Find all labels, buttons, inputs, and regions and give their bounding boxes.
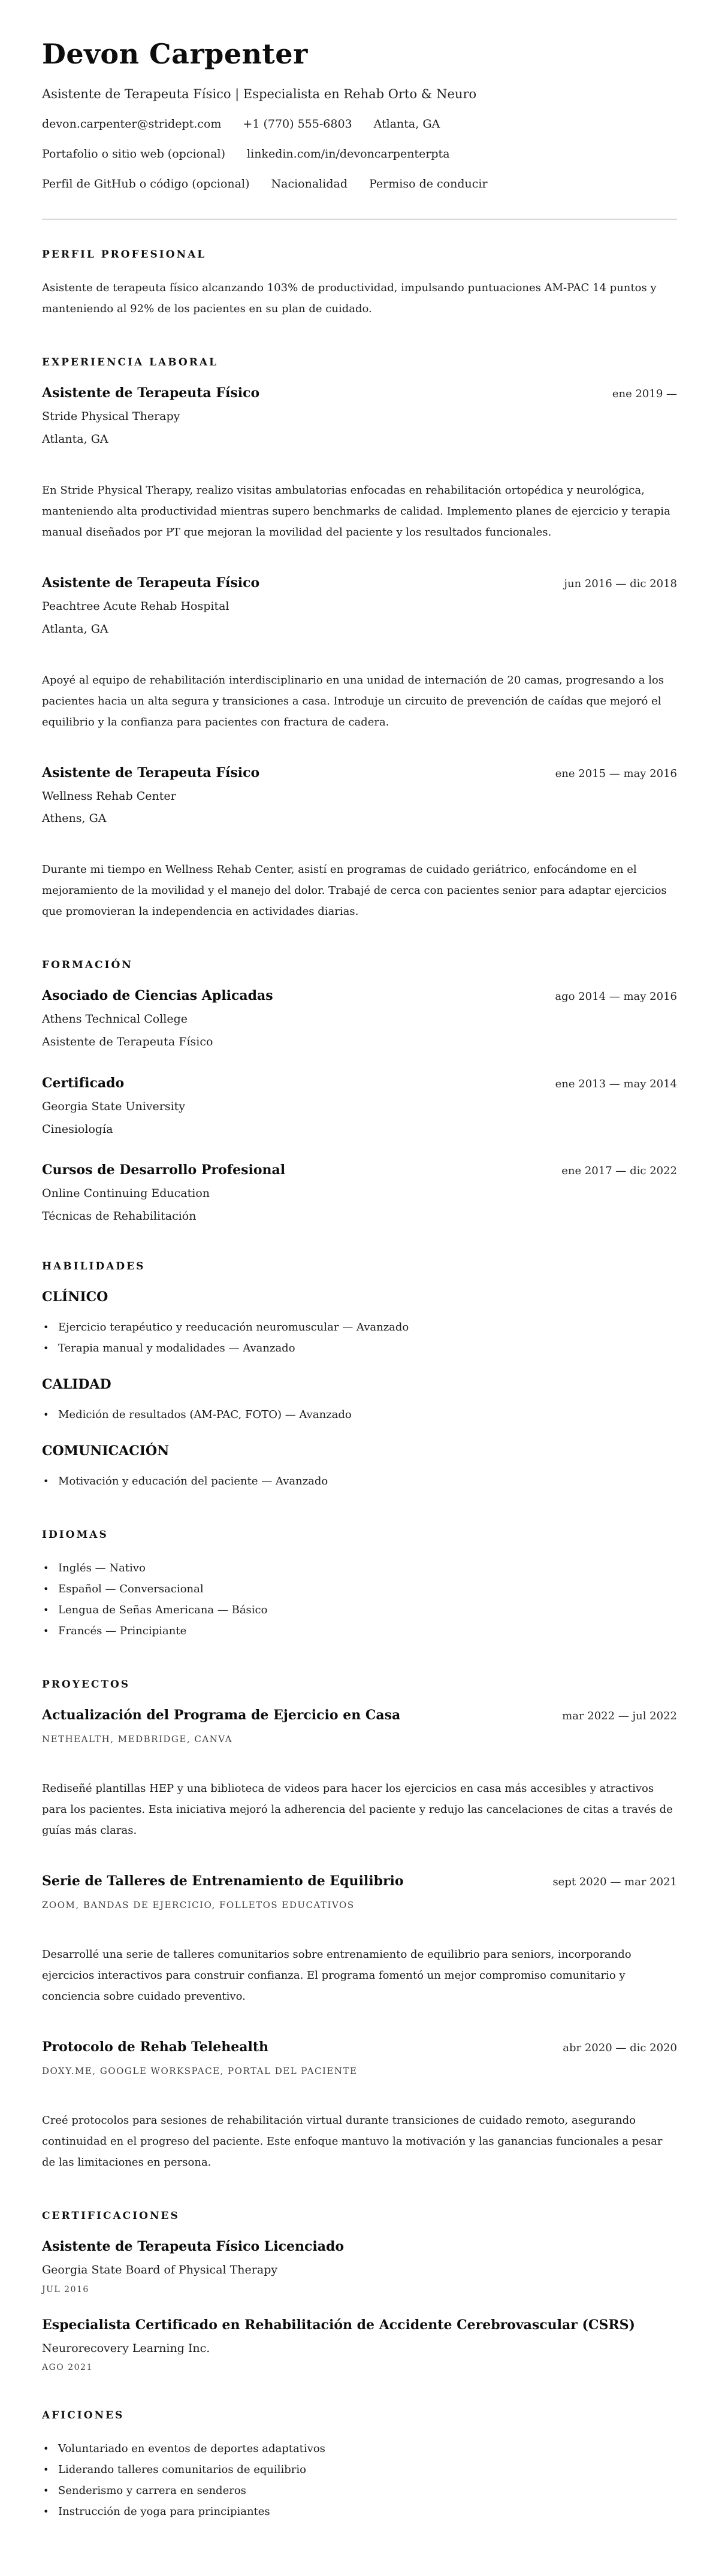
education-entry — [42, 1162, 677, 1223]
nationality-placeholder: Nacionalidad — [271, 177, 348, 191]
job-entry — [42, 385, 677, 543]
job-dates: jun 2016 — dic 2018 — [564, 577, 677, 590]
section-heading-certifications: CERTIFICACIONES — [42, 2209, 180, 2222]
education-entry-head — [42, 1075, 677, 1091]
project-entry-head — [42, 1707, 677, 1723]
certification-issuer: Neurorecovery Learning Inc. — [42, 2341, 210, 2355]
section-heading-experience: EXPERIENCIA LABORAL — [42, 356, 218, 369]
job-entry-head — [42, 765, 677, 781]
project-title: Protocolo de Rehab Telehealth — [42, 2039, 268, 2055]
project-tools: ZOOM, BANDAS DE EJERCICIO, FOLLETOS EDUCATIVOS — [42, 1899, 355, 1910]
section-heading-projects: PROYECTOS — [42, 1678, 131, 1691]
language-item: • Lengua de Señas Americana — Básico — [42, 1600, 677, 1620]
resume-header — [42, 38, 677, 220]
email-text: devon.carpenter@stridept.com — [42, 117, 222, 131]
project-description: Rediseñé plantillas HEP y una biblioteca de videos para hacer los ejercicios en casa más accesibles y atractivos para los pacientes. Esta iniciativa mejoró la adherencia del paciente y redujo las cancelaciones de citas a través de guías más claras. — [42, 1782, 673, 1837]
driving-license-placeholder: Permiso de conducir — [368, 177, 488, 191]
job-location: Atlanta, GA — [42, 622, 108, 636]
language-item: • Español — Conversacional — [42, 1579, 677, 1600]
education-dates: ago 2014 — may 2016 — [555, 990, 677, 1003]
section-skills — [42, 1260, 677, 1492]
education-entry-head — [42, 988, 677, 1003]
section-experience — [42, 356, 677, 922]
person-headline: Asistente de Terapeuta Físico | Especialista en Rehab Orto & Neuro — [42, 86, 477, 101]
phone-text: +1 (770) 555-6803 — [243, 117, 352, 131]
header-divider — [42, 219, 677, 220]
job-location: Athens, GA — [42, 812, 107, 826]
education-school: Online Continuing Education — [42, 1187, 210, 1201]
job-entry-head — [42, 575, 677, 591]
project-dates: sept 2020 — mar 2021 — [552, 1875, 677, 1888]
job-company: Peachtree Acute Rehab Hospital — [42, 599, 229, 613]
section-hobbies — [42, 2409, 677, 2522]
linkedin-text: linkedin.com/in/devoncarpenterpta — [247, 147, 450, 161]
skill-item: • Terapia manual y modalidades — Avanzado — [42, 1338, 677, 1359]
project-description: Desarrollé una serie de talleres comunitarios sobre entrenamiento de equilibrio para seniors, incorporando ejercicios interactivos para construir confianza. El programa fomentó un mejor compromiso comunitario y conciencia sobre cuidado preventivo. — [42, 1948, 632, 2003]
project-entry-head — [42, 2039, 677, 2055]
job-description: En Stride Physical Therapy, realizo visitas ambulatorias enfocadas en rehabilitación ortopédica y neurológica, manteniendo alta productividad mientras supero benchmarks de calidad. Implemento planes de ejercicio y terapia manual diseñados por PT que mejoran la movilidad del paciente y los resultados funcionales. — [42, 483, 670, 539]
certification-entry — [42, 2317, 677, 2373]
section-projects — [42, 1679, 677, 2173]
hobby-item: • Senderismo y carrera en senderos — [42, 2480, 677, 2501]
project-description: Creé protocolos para sesiones de rehabilitación virtual durante transiciones de cuidado remoto, asegurando continuidad en el progreso del paciente. Este enfoque mantuvo la motivación y las ganancias funcionales a pesar de las limitaciones en persona. — [42, 2114, 663, 2169]
language-item: • Francés — Principiante — [42, 1620, 677, 1641]
section-heading-hobbies: AFICIONES — [42, 2409, 125, 2422]
job-description: Durante mi tiempo en Wellness Rehab Center, asistí en programas de cuidado geriátrico, enfocándome en el mejoramiento de la movilidad y el manejo del dolor. Trabajé de cerca con pacientes senior para adaptar ejercicios que promovieran la independencia en actividades diarias. — [42, 863, 667, 918]
section-heading-skills: HABILIDADES — [42, 1260, 146, 1272]
job-entry — [42, 765, 677, 923]
job-company: Stride Physical Therapy — [42, 410, 180, 424]
contact-row-3 — [42, 177, 677, 192]
skill-group-name: CLÍNICO — [42, 1289, 108, 1305]
certification-issuer: Georgia State Board of Physical Therapy — [42, 2263, 278, 2276]
certification-date: JUL 2016 — [42, 2284, 89, 2294]
language-list — [42, 1558, 677, 1641]
job-dates: ene 2019 — — [612, 388, 677, 401]
hobby-item: • Liderando talleres comunitarios de equilibrio — [42, 2459, 677, 2480]
job-location: Atlanta, GA — [42, 433, 108, 446]
project-entry — [42, 1707, 677, 1841]
skill-group-name: CALIDAD — [42, 1376, 111, 1392]
job-title: Asistente de Terapeuta Físico — [42, 764, 260, 781]
section-heading-education: FORMACIÓN — [42, 959, 133, 972]
contact-row-2 — [42, 147, 677, 162]
education-field: Cinesiología — [42, 1122, 113, 1136]
job-entry — [42, 575, 677, 733]
education-field: Técnicas de Rehabilitación — [42, 1210, 197, 1223]
project-entry — [42, 2039, 677, 2173]
section-certifications — [42, 2210, 677, 2373]
education-dates: ene 2013 — may 2014 — [555, 1077, 677, 1090]
education-degree: Certificado — [42, 1075, 125, 1091]
person-name: Devon Carpenter — [42, 38, 308, 70]
portfolio-placeholder: Portafolio o sitio web (opcional) — [42, 147, 226, 161]
education-field: Asistente de Terapeuta Físico — [42, 1035, 213, 1048]
job-company: Wellness Rehab Center — [42, 789, 176, 803]
project-tools: DOXY.ME, GOOGLE WORKSPACE, PORTAL DEL PACIENTE — [42, 2065, 358, 2076]
project-tools: NETHEALTH, MEDBRIDGE, CANVA — [42, 1733, 232, 1744]
certification-title: Especialista Certificado en Rehabilitación de Accidente Cerebrovascular (CSRS) — [42, 2317, 635, 2333]
project-entry-head — [42, 1873, 677, 1889]
skill-list — [42, 1317, 677, 1359]
education-degree: Asociado de Ciencias Aplicadas — [42, 988, 273, 1004]
hobby-item: • Voluntariado en eventos de deportes adaptativos — [42, 2438, 677, 2459]
education-degree: Cursos de Desarrollo Profesional — [42, 1162, 286, 1178]
language-item: • Inglés — Nativo — [42, 1558, 677, 1579]
education-school: Athens Technical College — [42, 1012, 188, 1026]
skill-list — [42, 1471, 677, 1492]
education-entry — [42, 988, 677, 1049]
section-profile — [42, 249, 677, 319]
certification-title: Asistente de Terapeuta Físico Licenciado — [42, 2238, 345, 2254]
education-school: Georgia State University — [42, 1099, 186, 1113]
certification-entry — [42, 2239, 677, 2294]
hobby-list — [42, 2438, 677, 2522]
skill-group-name: COMUNICACIÓN — [42, 1443, 170, 1459]
skill-list — [42, 1404, 677, 1425]
contact-row-1 — [42, 117, 677, 132]
education-dates: ene 2017 — dic 2022 — [561, 1165, 677, 1178]
project-entry — [42, 1873, 677, 2007]
skill-item: • Medición de resultados (AM-PAC, FOTO) — Avanzado — [42, 1404, 677, 1425]
hobby-item: • Instrucción de yoga para principiantes — [42, 2501, 677, 2522]
profile-summary: Asistente de terapeuta físico alcanzando 103% de productividad, impulsando puntuaciones AM-PAC 14 puntos y manteniendo al 92% de los pacientes en su plan de cuidado. — [42, 282, 657, 316]
job-entry-head — [42, 385, 677, 401]
section-education — [42, 959, 677, 1223]
location-text: Atlanta, GA — [373, 117, 440, 131]
job-dates: ene 2015 — may 2016 — [555, 767, 677, 780]
job-title: Asistente de Terapeuta Físico — [42, 385, 260, 401]
skill-item: • Motivación y educación del paciente — Avanzado — [42, 1471, 677, 1492]
project-dates: abr 2020 — dic 2020 — [563, 2041, 677, 2054]
section-heading-profile: PERFIL PROFESIONAL — [42, 249, 207, 261]
github-placeholder: Perfil de GitHub o código (opcional) — [42, 177, 250, 191]
project-title: Actualización del Programa de Ejercicio en Casa — [42, 1707, 401, 1723]
skill-item: • Ejercicio terapéutico y reeducación neuromuscular — Avanzado — [42, 1317, 677, 1338]
education-entry-head — [42, 1162, 677, 1178]
project-title: Serie de Talleres de Entrenamiento de Equilibrio — [42, 1873, 404, 1889]
section-languages — [42, 1529, 677, 1641]
job-title: Asistente de Terapeuta Físico — [42, 575, 260, 591]
job-description: Apoyé al equipo de rehabilitación interdisciplinario en una unidad de internación de 20 camas, progresando a los pacientes hacia un alta segura y transiciones a casa. Introduje un circuito de prevención de caídas que mejoró el equilibrio y la confianza para pacientes con fractura de cadera. — [42, 673, 664, 728]
certification-date: AGO 2021 — [42, 2363, 93, 2373]
education-entry — [42, 1075, 677, 1136]
project-dates: mar 2022 — jul 2022 — [562, 1709, 677, 1722]
section-heading-languages: IDIOMAS — [42, 1528, 108, 1541]
